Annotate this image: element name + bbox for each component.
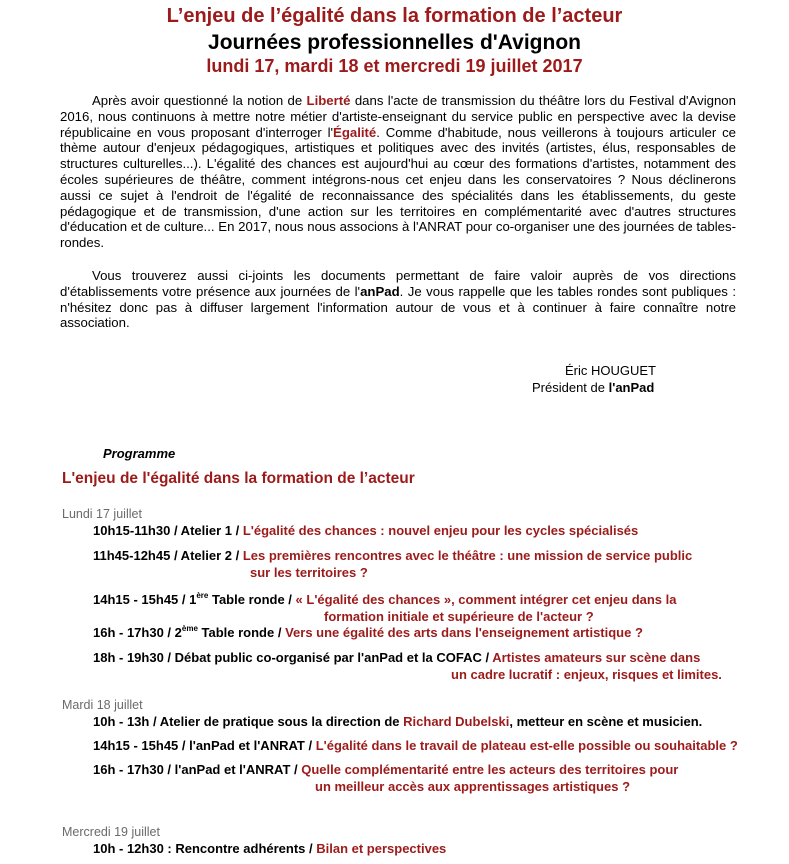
intro-paragraph-2: Vous trouverez aussi ci-joints les documents permettant de faire valoir auprès de vos directions d'établissements votre présence aux journées de l'anPad. Je vous rappelle que les tables rondes sont publiques : n'hésitez donc pas à diffuser largement l'information autour de vous et à continuer à faire connaître notre association. — [60, 268, 736, 331]
programme-title: L'enjeu de l'égalité dans la formation de l’acteur — [62, 470, 415, 487]
day-label-wednesday: Mercredi 19 juillet — [62, 825, 160, 839]
event-tuesday-1: 10h - 13h / Atelier de pratique sous la direction de Richard Dubelski, metteur en scène et musicien. — [93, 714, 703, 729]
event-tuesday-2: 14h15 - 15h45 / l'anPad et l'ANRAT / L'égalité dans le travail de plateau est-elle possible ou souhaitable ? — [93, 738, 738, 753]
document-dates: lundi 17, mardi 18 et mercredi 19 juillet 2017 — [206, 56, 583, 76]
signature-role: Président de l'anPad — [532, 380, 655, 395]
event-monday-3: 14h15 - 15h45 / 1ère Table ronde / « L'égalité des chances », comment intégrer cet enjeu dans la formation initiale et supérieure de l'acteur ? — [93, 591, 677, 624]
event-tuesday-3: 16h - 17h30 / l'anPad et l'ANRAT / Quelle complémentarité entre les acteurs des territoires pour un meilleur accès aux apprentissages artistiques ? — [93, 762, 679, 794]
intro-paragraph-1: Après avoir questionné la notion de Liberté dans l'acte de transmission du théâtre lors du Festival d'Avignon 2016, nous continuons à mettre notre métier d'artiste-enseignant du service public en perspective avec la devise républicaine en vous proposant d'interroger l'Égalité. Comme d'habitude, nous veillerons à toujours articuler ce thème autour d'enjeux pédagogiques, artistiques et politiques avec des invités (artistes, élus, responsables de structures culturelles...). L'égalité des chances est aujourd'hui au cœur des formations d'artistes, notamment des écoles supérieures de théâtre, comment intégrons-nous cet enjeu dans les conservatoires ? Nous déclinerons aussi ce sujet à l'endroit de l'égalité de reconnaissance des spécialités dans les établissements, du geste pédagogique et de transmission, d'une action sur les territoires en complémentarité avec d'autres structures d'éducation et de culture... En 2017, nous nous associons à l'ANRAT pour co-organiser une des journées de tables-rondes. — [60, 93, 736, 251]
programme-label: Programme — [103, 446, 176, 461]
keyword-anpad: anPad — [360, 283, 400, 299]
day-label-monday: Lundi 17 juillet — [62, 507, 142, 521]
day-label-tuesday: Mardi 18 juillet — [62, 698, 143, 712]
event-monday-1: 10h15-11h30 / Atelier 1 / L'égalité des chances : nouvel enjeu pour les cycles spécialisés — [93, 523, 639, 538]
document-title: L’enjeu de l’égalité dans la formation de l’acteur — [166, 5, 623, 27]
event-monday-2: 11h45-12h45 / Atelier 2 / Les premières rencontres avec le théâtre : une mission de service public sur les territoires ? — [93, 548, 693, 580]
keyword-liberte: Liberté — [306, 93, 351, 108]
signature-name: Éric HOUGUET — [565, 363, 656, 378]
event-wednesday-1: 10h - 12h30 : Rencontre adhérents / Bilan et perspectives — [93, 841, 447, 856]
keyword-egalite: Égalité — [333, 124, 377, 140]
event-monday-5: 18h - 19h30 / Débat public co-organisé par l'anPad et la COFAC / Artistes amateurs sur scène dans un cadre lucratif : enjeux, risques et limites. — [93, 650, 722, 682]
document-subtitle: Journées professionnelles d'Avignon — [208, 31, 581, 54]
event-monday-4: 16h - 17h30 / 2ème Table ronde / Vers une égalité des arts dans l'enseignement artistique ? — [93, 624, 643, 640]
